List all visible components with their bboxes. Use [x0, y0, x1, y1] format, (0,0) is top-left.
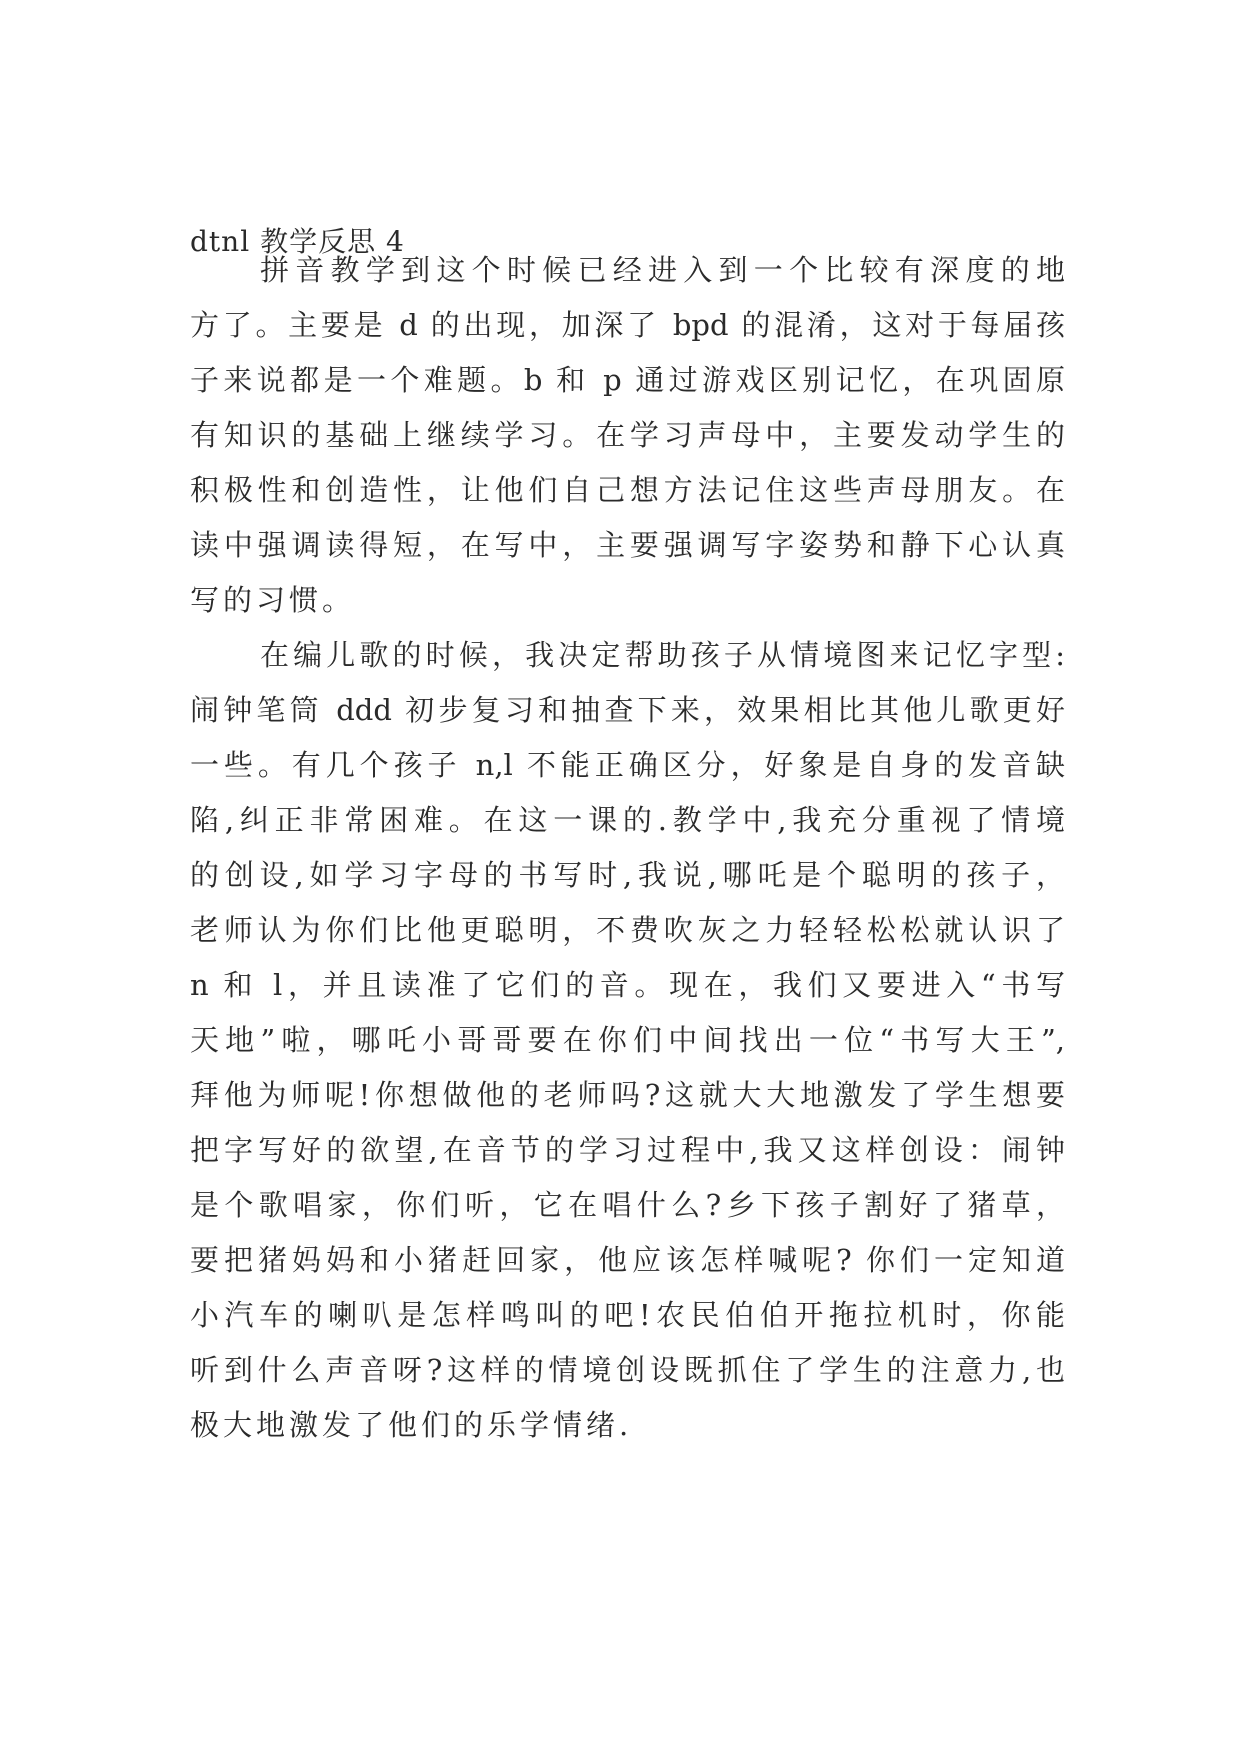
paragraph-2-line-12: 要把猪妈妈和小猪赶回家，他应该怎样喊呢? 你们一定知道 [190, 1243, 1065, 1277]
paragraph-2-line-2: 闹钟笔筒 ddd 初步复习和抽查下来，效果相比其他儿歌更好 [190, 693, 1065, 727]
paragraph-2-line-10: 把字写好的欲望,在音节的学习过程中,我又这样创设：闹钟 [190, 1133, 1065, 1167]
paragraph-1-line-3: 子来说都是一个难题。b 和 p 通过游戏区别记忆，在巩固原 [190, 363, 1065, 397]
paragraph-1-line-1: 拼音教学到这个时候已经进入到一个比较有深度的地 [260, 253, 1065, 287]
paragraph-2-line-7: n 和 l，并且读准了它们的音。现在，我们又要进入“书写 [190, 968, 1065, 1002]
paragraph-2-line-8: 天地”啦，哪吒小哥哥要在你们中间找出一位“书写大王”, [190, 1023, 1065, 1057]
paragraph-2-line-3: 一些。有几个孩子 n,l 不能正确区分，好象是自身的发音缺 [190, 748, 1065, 782]
paragraph-1-line-4: 有知识的基础上继续学习。在学习声母中，主要发动学生的 [190, 418, 1065, 452]
paragraph-2-line-13: 小汽车的喇叭是怎样鸣叫的吧!农民伯伯开拖拉机时，你能 [190, 1298, 1065, 1332]
paragraph-2-line-15: 极大地激发了他们的乐学情绪. [190, 1408, 633, 1442]
paragraph-2-line-1: 在编儿歌的时候，我决定帮助孩子从情境图来记忆字型: [260, 638, 1065, 672]
paragraph-2-line-4: 陷,纠正非常困难。在这一课的.教学中,我充分重视了情境 [190, 803, 1065, 837]
document-title: dtnl 教学反思 4 [190, 225, 405, 258]
paragraph-2-line-6: 老师认为你们比他更聪明，不费吹灰之力轻轻松松就认识了 [190, 913, 1065, 947]
paragraph-1-line-5: 积极性和创造性，让他们自己想方法记住这些声母朋友。在 [190, 473, 1065, 507]
paragraph-1-line-6: 读中强调读得短，在写中，主要强调写字姿势和静下心认真 [190, 528, 1065, 562]
paragraph-2-line-5: 的创设,如学习字母的书写时,我说,哪吒是个聪明的孩子， [190, 858, 1065, 892]
paragraph-2-line-14: 听到什么声音呀?这样的情境创设既抓住了学生的注意力,也 [190, 1353, 1065, 1387]
paragraph-2-line-11: 是个歌唱家，你们听，它在唱什么?乡下孩子割好了猪草， [190, 1188, 1065, 1222]
paragraph-2-line-9: 拜他为师呢!你想做他的老师吗?这就大大地激发了学生想要 [190, 1078, 1065, 1112]
paragraph-1-line-2: 方了。主要是 d 的出现，加深了 bpd 的混淆，这对于每届孩 [190, 308, 1065, 342]
paragraph-1-line-7: 写的习惯。 [190, 583, 356, 617]
